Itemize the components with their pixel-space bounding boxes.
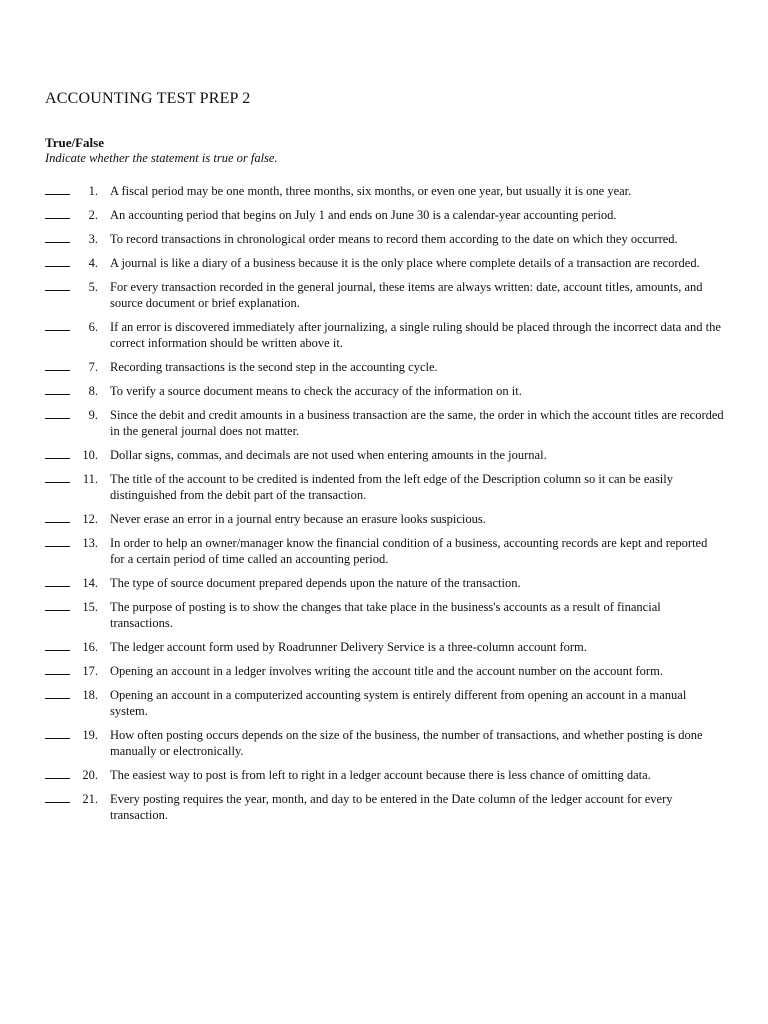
question-number: 2. [88, 208, 98, 222]
question-item [45, 687, 725, 719]
answer-blank[interactable] [45, 383, 70, 395]
answer-blank[interactable] [45, 767, 70, 779]
answer-blank[interactable] [45, 471, 70, 483]
question-number: 19. [82, 728, 98, 742]
question-item [45, 599, 725, 631]
answer-blank[interactable] [45, 319, 70, 331]
question-item [45, 183, 725, 199]
question-item [45, 359, 725, 375]
question-text: Dollar signs, commas, and decimals are not used when entering amounts in the journal. [110, 448, 547, 462]
question-text: In order to help an owner/manager know the financial condition of a business, accounting records are kept and reported for a certain period of time called an accounting period. [110, 536, 708, 566]
question-text: To verify a source document means to check the accuracy of the information on it. [110, 384, 522, 398]
question-number: 8. [88, 384, 98, 398]
question-item [45, 207, 725, 223]
question-item [45, 727, 725, 759]
question-number: 9. [88, 408, 98, 422]
question-number: 12. [82, 512, 98, 526]
answer-blank[interactable] [45, 727, 70, 739]
document-title: ACCOUNTING TEST PREP 2 [45, 90, 251, 107]
question-number: 1. [88, 184, 98, 198]
question-number: 15. [82, 600, 98, 614]
answer-blank[interactable] [45, 511, 70, 523]
section-instruction: Indicate whether the statement is true or false. [45, 151, 278, 165]
question-item [45, 767, 725, 783]
question-item [45, 791, 725, 823]
question-text: If an error is discovered immediately after journalizing, a single ruling should be placed through the incorrect data and the correct information should be written above it. [110, 320, 721, 350]
question-number: 16. [82, 640, 98, 654]
question-number: 20. [82, 768, 98, 782]
question-number: 7. [88, 360, 98, 374]
question-item [45, 231, 725, 247]
answer-blank[interactable] [45, 407, 70, 419]
question-number: 10. [82, 448, 98, 462]
question-text: The type of source document prepared depends upon the nature of the transaction. [110, 576, 521, 590]
question-number: 6. [88, 320, 98, 334]
question-number: 17. [82, 664, 98, 678]
section-heading: True/False [45, 135, 104, 150]
answer-blank[interactable] [45, 183, 70, 195]
answer-blank[interactable] [45, 535, 70, 547]
question-text: The purpose of posting is to show the changes that take place in the business's accounts as a result of financial transactions. [110, 600, 661, 630]
question-item [45, 383, 725, 399]
question-text: A journal is like a diary of a business because it is the only place where complete details of a transaction are recorded. [110, 256, 700, 270]
question-text: The easiest way to post is from left to right in a ledger account because there is less chance of omitting data. [110, 768, 651, 782]
question-item [45, 511, 725, 527]
question-item [45, 319, 725, 351]
question-text: To record transactions in chronological order means to record them according to the date on which they occurred. [110, 232, 678, 246]
answer-blank[interactable] [45, 255, 70, 267]
question-item [45, 535, 725, 567]
question-text: Since the debit and credit amounts in a business transaction are the same, the order in which the account titles are recorded in the general journal does not matter. [110, 408, 724, 438]
question-number: 18. [82, 688, 98, 702]
question-list [45, 183, 725, 831]
question-text: The title of the account to be credited is indented from the left edge of the Description column so it can be easily distinguished from the debit part of the transaction. [110, 472, 674, 502]
question-item [45, 279, 725, 311]
question-text: Opening an account in a computerized accounting system is entirely different from opening an account in a manual system. [110, 688, 687, 718]
answer-blank[interactable] [45, 207, 70, 219]
answer-blank[interactable] [45, 447, 70, 459]
question-item [45, 447, 725, 463]
question-text: An accounting period that begins on July 1 and ends on June 30 is a calendar-year accounting period. [110, 208, 617, 222]
question-text: How often posting occurs depends on the size of the business, the number of transactions, and whether posting is done manually or electronically. [110, 728, 703, 758]
answer-blank[interactable] [45, 639, 70, 651]
question-item [45, 407, 725, 439]
question-number: 21. [82, 792, 98, 806]
question-text: For every transaction recorded in the general journal, these items are always written: date, account titles, amounts, and source document or brief explanation. [110, 280, 703, 310]
question-text: Recording transactions is the second step in the accounting cycle. [110, 360, 438, 374]
answer-blank[interactable] [45, 231, 70, 243]
answer-blank[interactable] [45, 687, 70, 699]
question-item [45, 663, 725, 679]
question-text: The ledger account form used by Roadrunner Delivery Service is a three-column account form. [110, 640, 587, 654]
question-text: Every posting requires the year, month, and day to be entered in the Date column of the ledger account for every transaction. [110, 792, 673, 822]
question-number: 5. [88, 280, 98, 294]
answer-blank[interactable] [45, 663, 70, 675]
question-text: Opening an account in a ledger involves writing the account title and the account number on the account form. [110, 664, 663, 678]
answer-blank[interactable] [45, 575, 70, 587]
question-text: A fiscal period may be one month, three months, six months, or even one year, but usually it is one year. [110, 184, 632, 198]
question-item [45, 255, 725, 271]
answer-blank[interactable] [45, 359, 70, 371]
question-number: 3. [88, 232, 98, 246]
question-number: 14. [82, 576, 98, 590]
answer-blank[interactable] [45, 279, 70, 291]
question-number: 11. [82, 472, 98, 486]
question-item [45, 471, 725, 503]
question-item [45, 639, 725, 655]
question-item [45, 575, 725, 591]
question-number: 4. [88, 256, 98, 270]
answer-blank[interactable] [45, 599, 70, 611]
question-text: Never erase an error in a journal entry because an erasure looks suspicious. [110, 512, 486, 526]
answer-blank[interactable] [45, 791, 70, 803]
question-number: 13. [82, 536, 98, 550]
